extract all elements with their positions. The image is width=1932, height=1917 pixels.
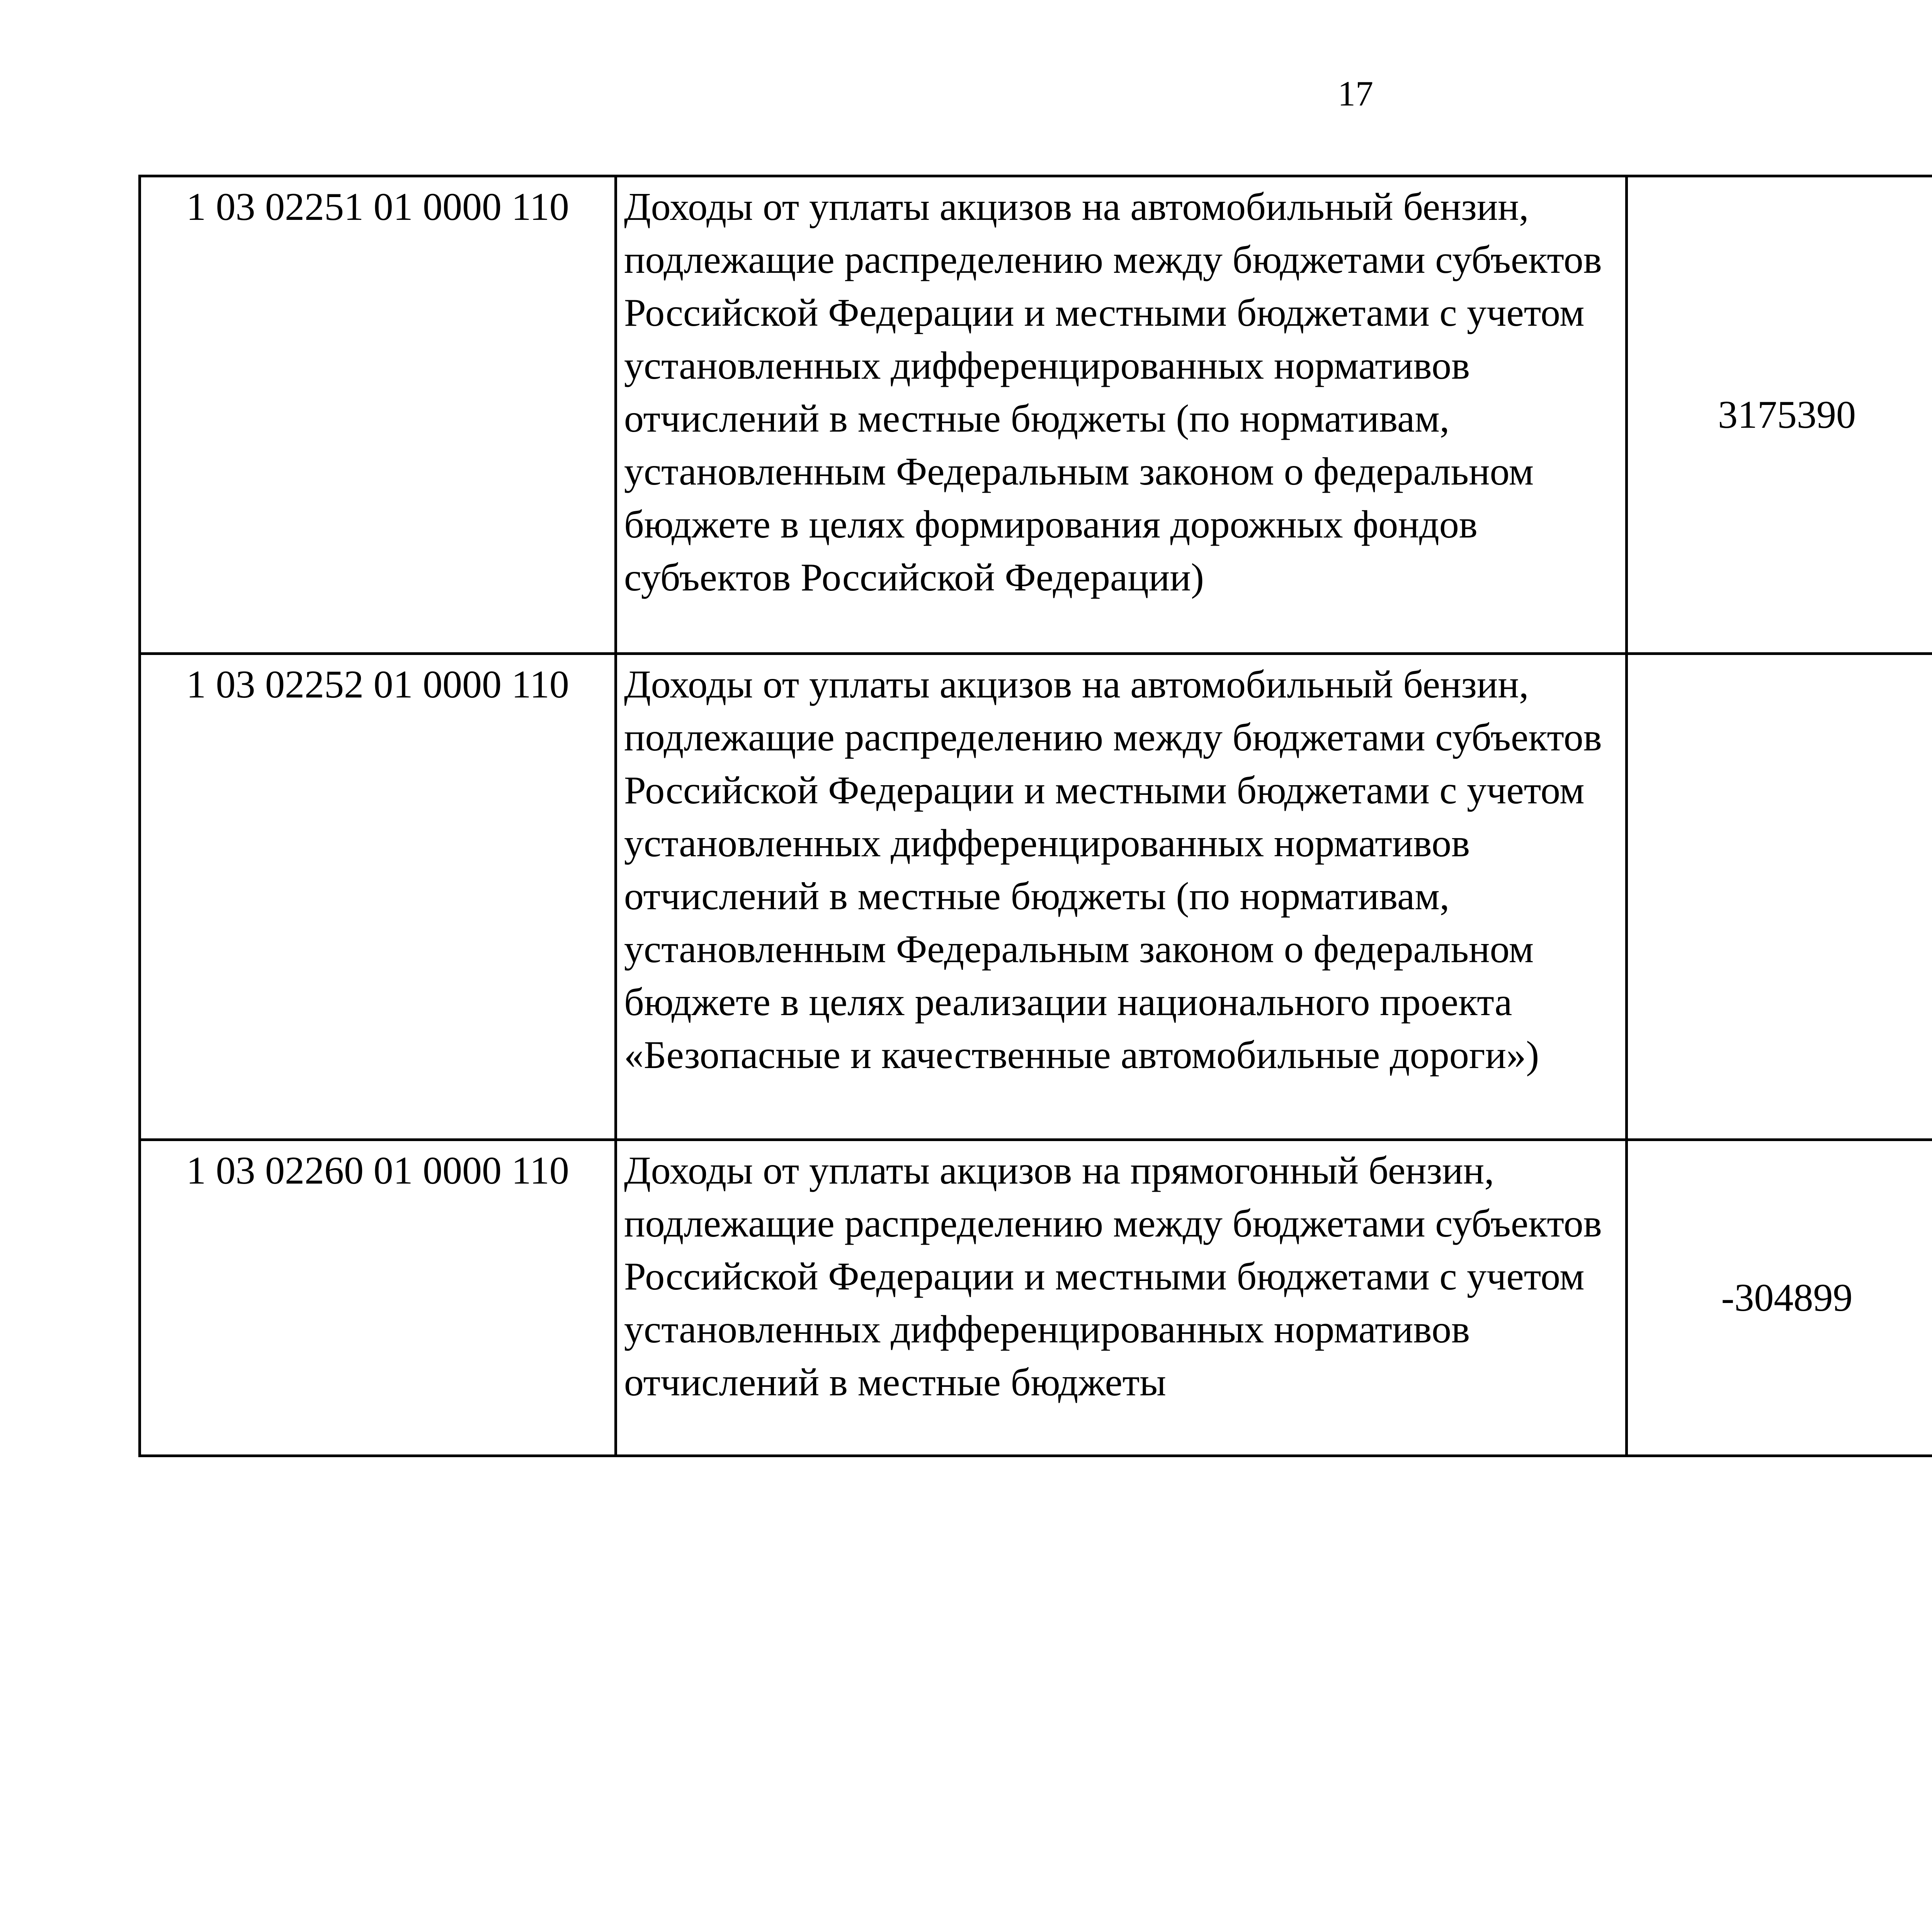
table-row	[140, 654, 1932, 1140]
budget-code-cell: 1 03 02251 01 0000 110	[140, 176, 616, 654]
description-cell: Доходы от уплаты акцизов на прямогонный бензин, подлежащие распределению между бюджетами субъектов Российской Федерации и местными бюджетами с учетом установленных дифференцированных нормативов отчислений в местные бюджеты	[616, 1140, 1627, 1456]
revenue-table	[138, 175, 1932, 1457]
table-row	[140, 176, 1932, 654]
budget-code-cell: 1 03 02252 01 0000 110	[140, 654, 616, 1140]
value-cell-1: -304899	[1627, 1140, 1932, 1456]
value-cell-1	[1627, 654, 1932, 1140]
table-row	[140, 1140, 1932, 1456]
description-cell: Доходы от уплаты акцизов на автомобильный бензин, подлежащие распределению между бюджетами субъектов Российской Федерации и местными бюджетами с учетом установленных дифференцированных нормативов отчислений в местные бюджеты (по нормативам, установленным Федеральным законом о федеральном бюджете в целях реализации национального проекта «Безопасные и качественные автомобильные дороги»)	[616, 654, 1627, 1140]
budget-code-cell: 1 03 02260 01 0000 110	[140, 1140, 616, 1456]
description-cell: Доходы от уплаты акцизов на автомобильный бензин, подлежащие распределению между бюджетами субъектов Российской Федерации и местными бюджетами с учетом установленных дифференцированных нормативов отчислений в местные бюджеты (по нормативам, установленным Федеральным законом о федеральном бюджете в целях формирования дорожных фондов субъектов Российской Федерации)	[616, 176, 1627, 654]
value-cell-1: 3175390	[1627, 176, 1932, 654]
page-number: 17	[1338, 74, 1373, 113]
